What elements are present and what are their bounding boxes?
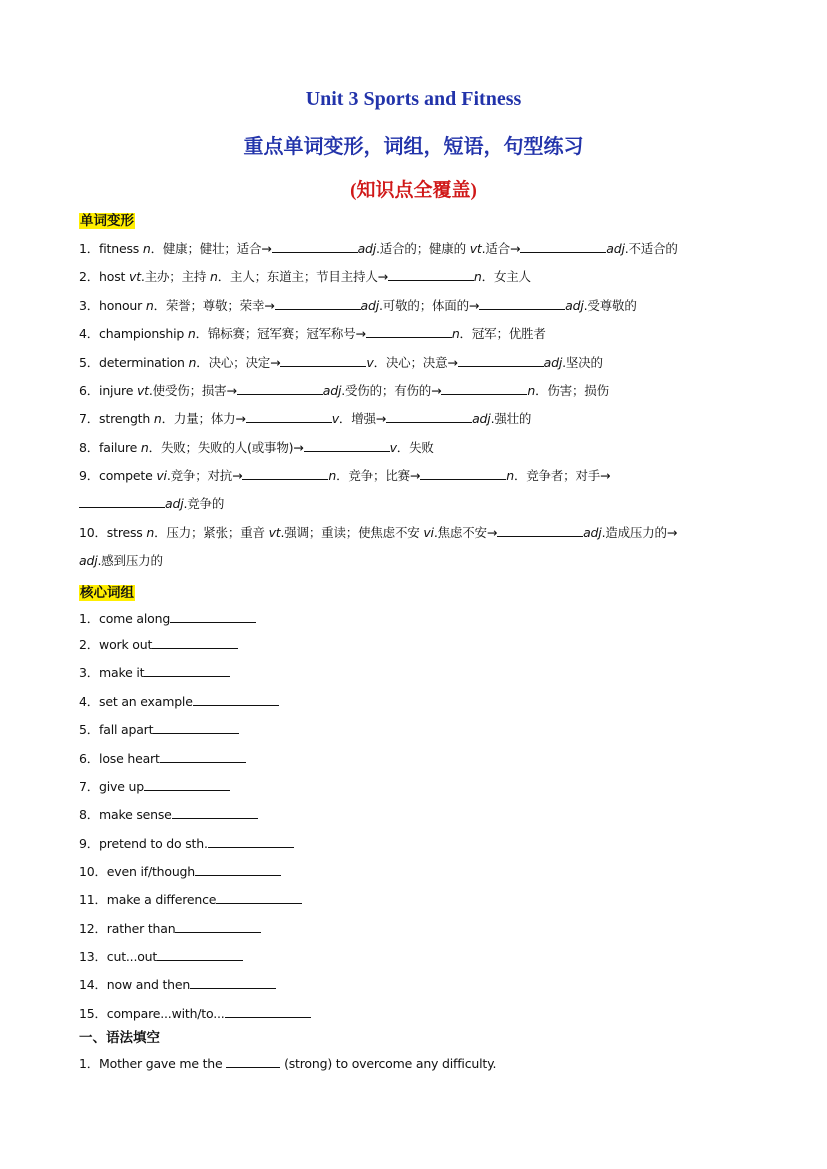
answer-blank[interactable] bbox=[479, 296, 565, 310]
answer-blank[interactable] bbox=[175, 919, 261, 933]
answer-blank[interactable] bbox=[157, 947, 243, 961]
word-item-1: 1．fitness n．健康；健壮；适合→ adj.适合的；健康的 vt.适合→ adj.不适合的 bbox=[79, 241, 678, 256]
section-heading-word-forms bbox=[79, 209, 135, 229]
section-label: 核心词组 bbox=[80, 585, 134, 601]
section-label: 单词变形 bbox=[80, 213, 134, 229]
answer-blank[interactable] bbox=[420, 466, 506, 480]
phrase-item: 13．cut...out bbox=[79, 947, 243, 965]
phrase-item: 6．lose heart bbox=[79, 749, 246, 767]
phrase-item: 9．pretend to do sth. bbox=[79, 834, 294, 852]
section-heading-phrases bbox=[79, 581, 135, 601]
word-item-5: 5．determination n．决心；决定→ v．决心；决意→ adj.坚决的 bbox=[79, 355, 603, 370]
answer-blank[interactable] bbox=[190, 975, 276, 989]
answer-blank[interactable] bbox=[225, 1004, 311, 1018]
phrase-item: 3．make it bbox=[79, 663, 230, 681]
word-item-7: 7．strength n．力量；体力→ v．增强→ adj.强壮的 bbox=[79, 411, 532, 426]
phrase-item: 12．rather than bbox=[79, 919, 261, 937]
answer-blank[interactable] bbox=[388, 267, 474, 281]
word-item-3: 3．honour n．荣誉；尊敬；荣幸→ adj.可敬的；体面的→ adj.受尊敬的 bbox=[79, 298, 637, 313]
answer-blank[interactable] bbox=[520, 239, 606, 253]
answer-blank[interactable] bbox=[170, 609, 256, 623]
phrase-item: 4．set an example bbox=[79, 692, 279, 710]
page-note: (知识点全覆盖) bbox=[350, 180, 477, 201]
phrase-item: 7．give up bbox=[79, 777, 230, 795]
page-title: Unit 3 Sports and Fitness bbox=[305, 88, 522, 110]
phrase-item: 2．work out bbox=[79, 635, 238, 653]
answer-blank[interactable] bbox=[304, 438, 390, 452]
answer-blank[interactable] bbox=[208, 834, 294, 848]
answer-blank[interactable] bbox=[79, 494, 165, 508]
answer-blank[interactable] bbox=[193, 692, 279, 706]
word-item-9-continued: adj.竞争的 bbox=[79, 494, 224, 512]
word-item-8: 8．failure n．失败；失败的人(或事物)→ v．失败 bbox=[79, 440, 434, 455]
answer-blank[interactable] bbox=[275, 296, 361, 310]
phrase-item: 1．come along bbox=[79, 609, 256, 627]
word-item-4: 4．championship n．锦标赛；冠军赛；冠军称号→ n．冠军；优胜者 bbox=[79, 326, 546, 341]
word-item-9: 9．compete vi.竞争；对抗→ n．竞争；比赛→ n．竞争者；对手→ bbox=[79, 468, 611, 483]
answer-blank[interactable] bbox=[246, 409, 332, 423]
word-item-10-continued: adj.感到压力的 bbox=[79, 553, 163, 568]
answer-blank[interactable] bbox=[386, 409, 472, 423]
answer-blank[interactable] bbox=[216, 890, 302, 904]
answer-blank[interactable] bbox=[195, 862, 281, 876]
answer-blank[interactable] bbox=[242, 466, 328, 480]
answer-blank[interactable] bbox=[458, 353, 544, 367]
phrase-item: 14．now and then bbox=[79, 975, 276, 993]
answer-blank[interactable] bbox=[272, 239, 358, 253]
answer-blank[interactable] bbox=[366, 324, 452, 338]
answer-blank[interactable] bbox=[441, 381, 527, 395]
phrase-item: 10．even if/though bbox=[79, 862, 281, 880]
phrase-item: 8．make sense bbox=[79, 805, 258, 823]
grammar-item-1: 1．Mother gave me the (strong) to overcome any difficulty. bbox=[79, 1056, 497, 1071]
answer-blank[interactable] bbox=[226, 1054, 280, 1068]
word-item-10: 10．stress n．压力；紧张；重音 vt.强调；重读；使焦虑不安 vi.焦虑不安→ adj.造成压力的→ bbox=[79, 525, 678, 540]
phrase-item: 15．compare...with/to... bbox=[79, 1004, 311, 1022]
answer-blank[interactable] bbox=[144, 663, 230, 677]
answer-blank[interactable] bbox=[160, 749, 246, 763]
answer-blank[interactable] bbox=[152, 635, 238, 649]
answer-blank[interactable] bbox=[497, 523, 583, 537]
answer-blank[interactable] bbox=[172, 805, 258, 819]
page-subtitle: 重点单词变形，词组，短语，句型练习 bbox=[243, 136, 584, 158]
answer-blank[interactable] bbox=[237, 381, 323, 395]
word-item-6: 6．injure vt.使受伤；损害→ adj.受伤的；有伤的→ n．伤害；损伤 bbox=[79, 383, 609, 398]
answer-blank[interactable] bbox=[153, 720, 239, 734]
word-item-2: 2．host vt.主办；主持 n．主人；东道主；节目主持人→ n．女主人 bbox=[79, 269, 531, 284]
answer-blank[interactable] bbox=[144, 777, 230, 791]
answer-blank[interactable] bbox=[280, 353, 366, 367]
phrase-item: 11．make a difference bbox=[79, 890, 302, 908]
phrase-item: 5．fall apart bbox=[79, 720, 239, 738]
section-heading-grammar: 一、语法填空 bbox=[79, 1030, 160, 1046]
